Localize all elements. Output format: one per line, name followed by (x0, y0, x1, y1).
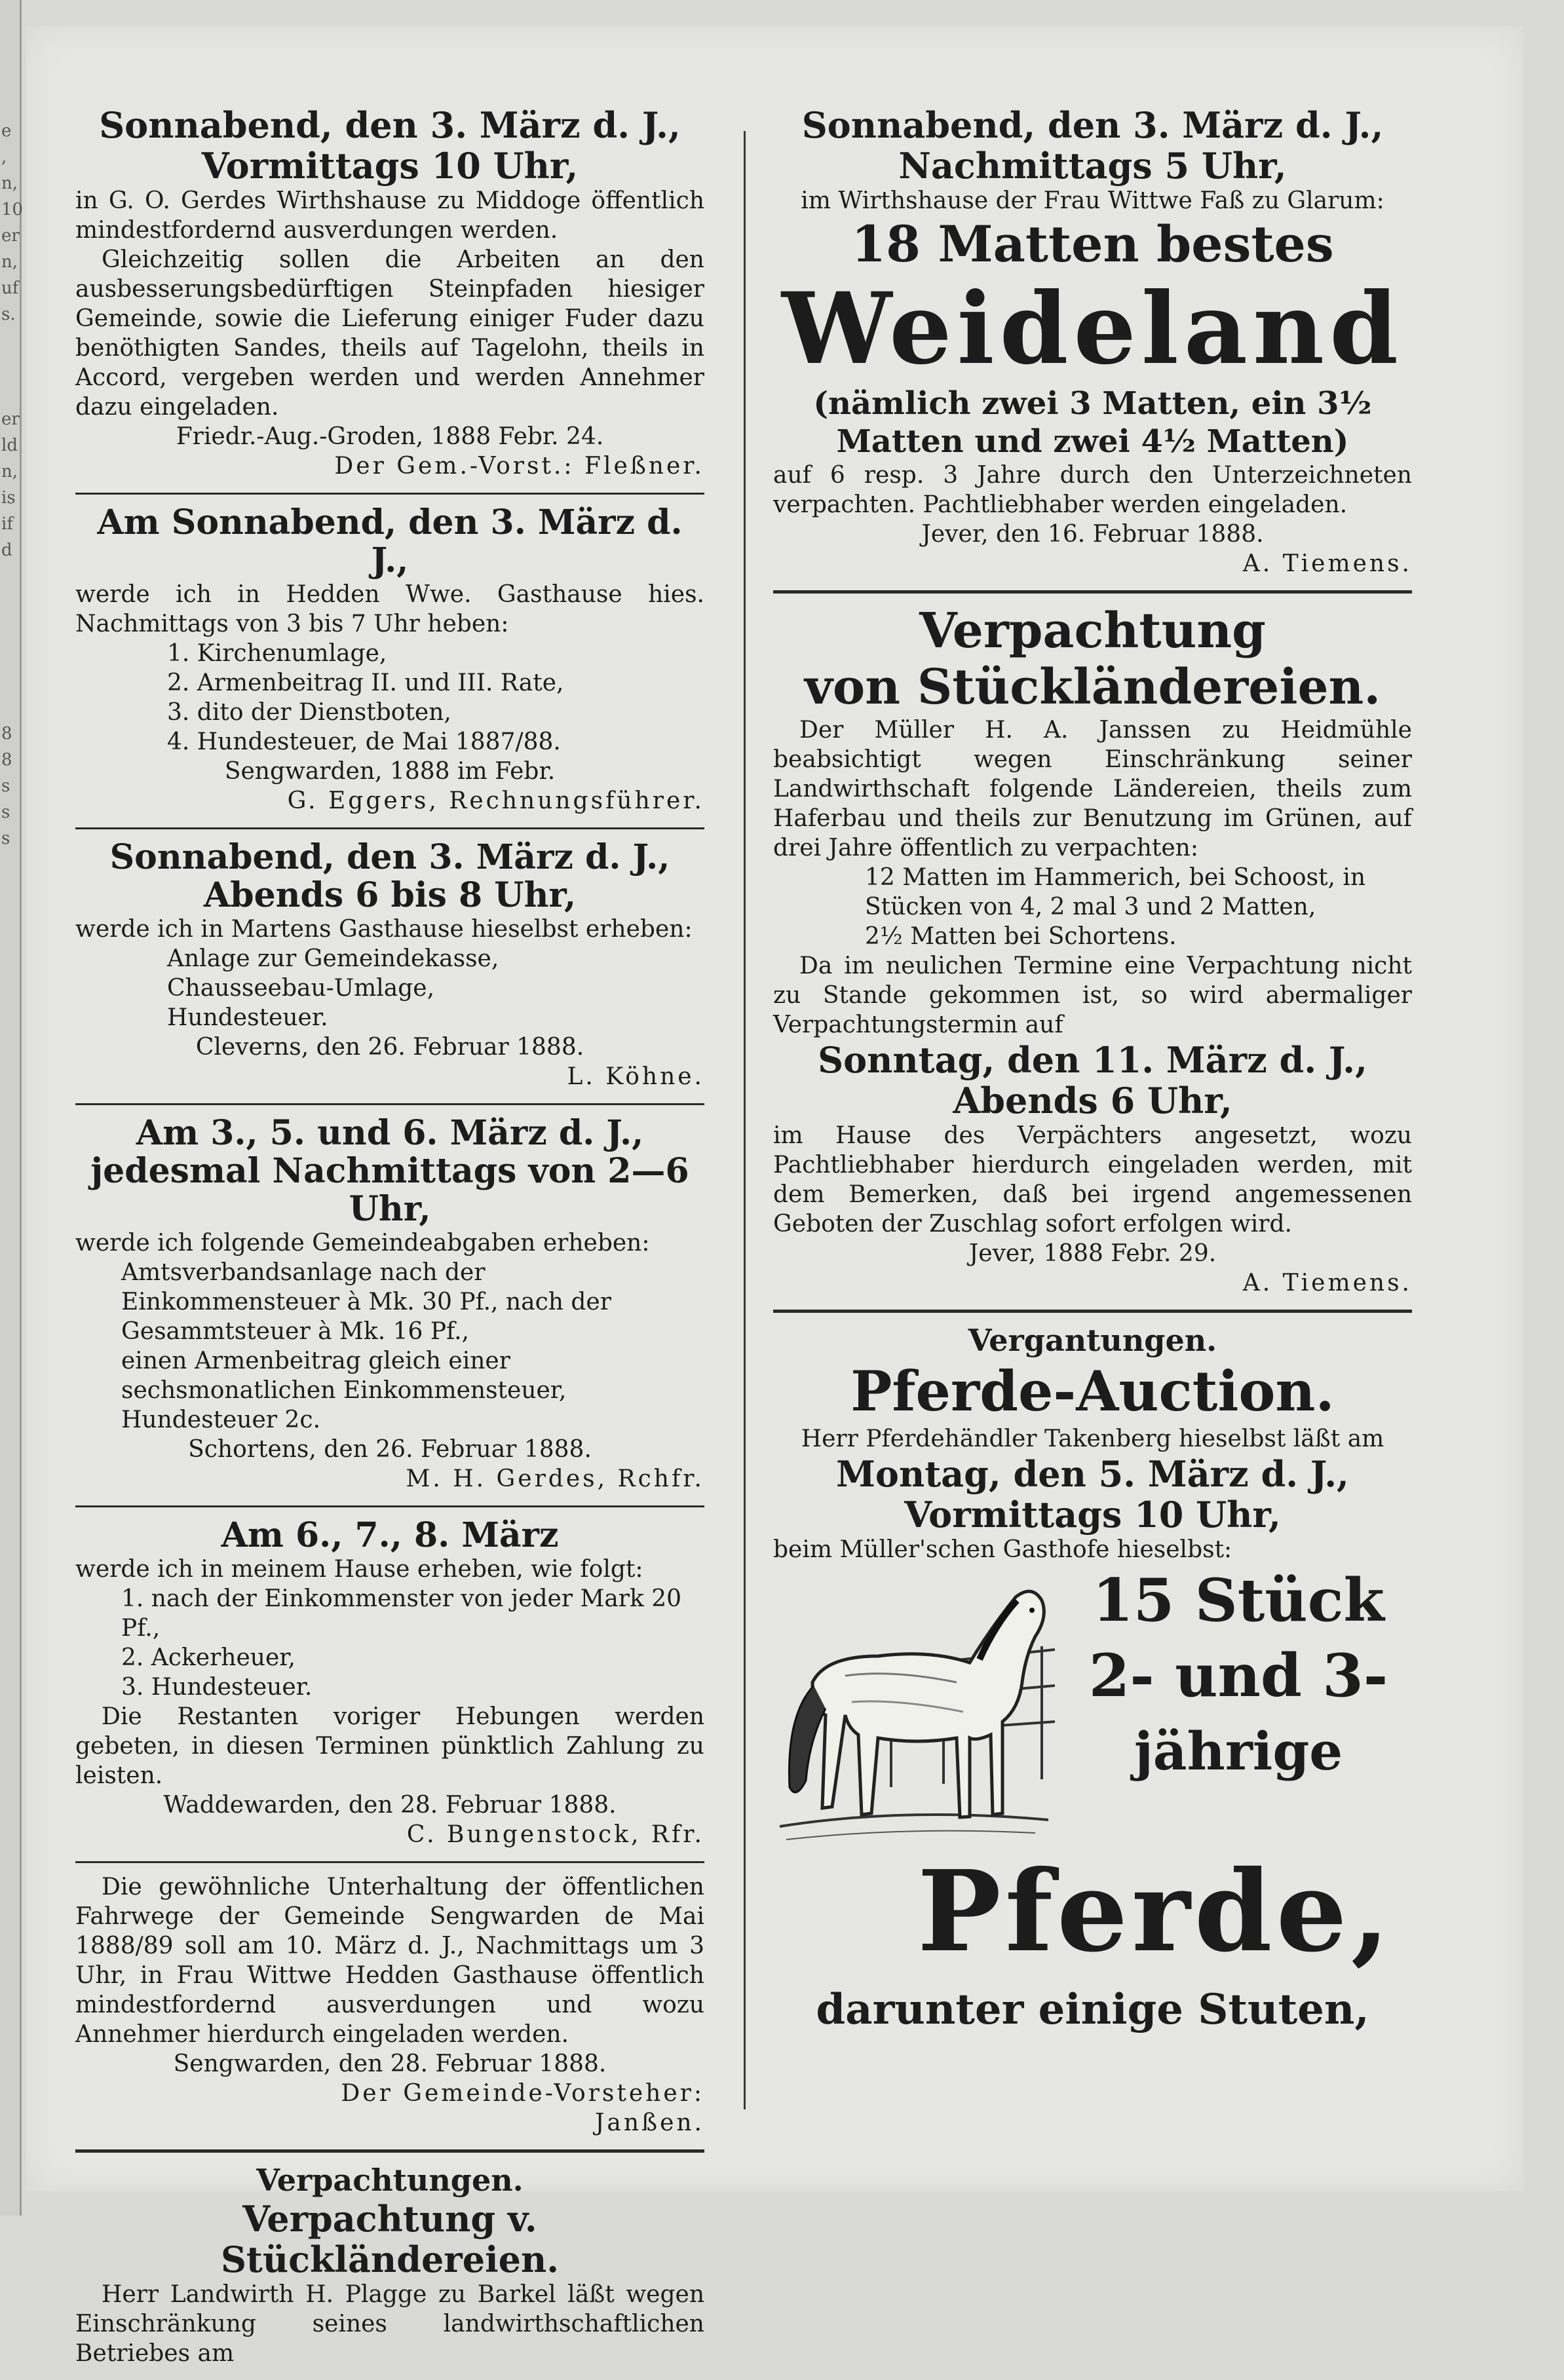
list-item: 12 Matten im Hammerich, bei Schoost, in Stücken von 4, 2 mal 3 und 2 Matten, (865, 864, 1366, 920)
ad-waddewarden (75, 1517, 704, 1849)
list-item: 1. nach der Einkommenster von jeder Mark 20 Pf., (121, 1585, 682, 1642)
strip-mark: if (1, 514, 13, 534)
strip-mark: s (1, 776, 10, 796)
ad-date: Montag, den 5. März d. J., (836, 1453, 1349, 1495)
strip-mark: 8 (1, 750, 12, 770)
ad-body: Herr Pferdehändler Takenberg hieselbst läßt am (801, 1426, 1384, 1452)
ad-display-word: Weideland (781, 271, 1404, 387)
ad-place-date: Schortens, den 26. Februar 1888. (188, 1436, 592, 1463)
list-item: 3. dito der Dienstboten, (167, 699, 451, 726)
ad-body-2: Gleichzeitig sollen die Arbeiten an den ausbesserungsbedürftigen Steinpfaden hiesiger Gemeinde, sowie die Lieferung einiger Fuder dazu benöthigten Sandes, theils auf Tagelohn, theils in Accord, vergeben werden und werden Annehmer dazu eingeladen. (75, 246, 704, 421)
ad-title: Pferde-Auction. (850, 1359, 1335, 1424)
strip-mark: 8 (1, 724, 12, 744)
strip-mark: n, (1, 174, 18, 193)
ad-parenthetical: (nämlich zwei 3 Matten, ein 3½ Matten und zwei 4½ Matten) (813, 385, 1372, 460)
list-item: Amtsverbandsanlage nach der Einkommensteuer à Mk. 30 Pf., nach der Gesammtsteuer à Mk. 16 Pf., (121, 1259, 611, 1345)
ad-body-2: Da im neulichen Termine eine Verpachtung nicht zu Stande gekommen ist, so wird abermaliger Verpachtungstermin auf (773, 953, 1412, 1038)
strip-mark: ld (1, 436, 18, 455)
ad-title: Verpachtung v. Stückländereien. (220, 2198, 560, 2280)
list-item: 2½ Matten bei Schortens. (865, 923, 1177, 950)
ad-body-2: Die Restanten voriger Hebungen werden gebeten, in diesen Terminen pünktlich Zahlung zu leisten. (75, 1703, 704, 1789)
ad-weideland (773, 105, 1412, 578)
ad-separator (75, 2149, 704, 2153)
left-column (75, 105, 704, 2380)
strip-mark: er (1, 226, 20, 246)
ad-title: Am Sonnabend, den 3. März d. J., (97, 502, 683, 580)
ad-body-3: im Hause des Verpächters angesetzt, wozu Pachtliebhaber hierdurch eingeladen werden, mit dem Bemerken, daß bei irgend angemessenen Geboten der Zuschlag sofort erfolgen wird. (773, 1122, 1412, 1237)
newspaper-page (26, 26, 1523, 2367)
ad-body: Herr Landwirth H. Plagge zu Barkel läßt wegen Einschränkung seines landwirthschaftlichen Betriebes am (75, 2281, 704, 2367)
ad-signature-name: Janßen. (594, 2109, 704, 2136)
ad-separator (75, 1103, 704, 1105)
offer-age-2: jährige (1134, 1720, 1343, 1782)
ad-place-date: Jever, 1888 Febr. 29. (968, 1240, 1217, 1267)
list-item: 2. Ackerheuer, (121, 1644, 296, 1671)
list-item: einen Armenbeitrag gleich einer sechsmonatlichen Einkommensteuer, Hundesteuer 2c. (121, 1348, 567, 1433)
horse-illustration (773, 1571, 1055, 1859)
ad-date: Sonntag, den 11. März d. J., (818, 1039, 1367, 1081)
ad-headline: 18 Matten bestes (851, 215, 1334, 273)
ad-place-date: Friedr.-Aug.-Groden, 1888 Febr. 24. (176, 423, 604, 450)
offer-count: 15 Stück (1092, 1566, 1384, 1635)
ad-body: in G. O. Gerdes Wirthshause zu Middoge öffentlich mindestfordernd ausverdungen werden. (75, 187, 704, 244)
ad-body-2: beim Müller'schen Gasthofe hieselbst: (773, 1536, 1232, 1563)
strip-mark: n, (1, 252, 18, 272)
ad-subtitle: Vormittags 10 Uhr, (201, 145, 579, 187)
horse-illustration-block (773, 1564, 1412, 1977)
ad-closing-line: darunter einige Stuten, (816, 1985, 1369, 2034)
ad-body-2: auf 6 resp. 3 Jahre durch den Unterzeichneten verpachten. Pachtliebhaber werden eingeladen. (773, 462, 1412, 518)
section-heading: Vergantungen. (968, 1323, 1217, 1358)
ad-title-2: von Stückländereien. (804, 659, 1381, 715)
ad-body: werde ich in Martens Gasthause hieselbst erheben: (75, 916, 693, 943)
strip-marks (1, 118, 24, 852)
ad-signature: C. Bungenstock, Rfr. (406, 1821, 704, 1848)
ad-subtitle: jedesmal Nachmittags von 2—6 Uhr, (90, 1151, 689, 1229)
ad-heidmuehle (773, 603, 1412, 1298)
ad-pferde-auction (773, 1322, 1412, 2036)
list-item: Chausseebau-Umlage, (167, 975, 435, 1002)
ad-separator (75, 493, 704, 495)
ad-subtitle: Nachmittags 5 Uhr, (898, 145, 1287, 187)
ad-separator (75, 1861, 704, 1863)
previous-page-edge (0, 0, 22, 2216)
strip-mark: e (1, 121, 12, 141)
list-item: 3. Hundesteuer. (121, 1674, 313, 1701)
right-column (773, 105, 1412, 2048)
ad-title: Sonnabend, den 3. März d. J., (801, 104, 1384, 146)
strip-mark: s (1, 803, 10, 822)
ad-place-date: Jever, den 16. Februar 1888. (921, 521, 1264, 548)
ad-plagge (75, 2162, 704, 2368)
list-item: 1. Kirchenumlage, (167, 640, 387, 667)
ad-subtitle: Abends 6 bis 8 Uhr, (203, 875, 577, 915)
strip-mark: s. (1, 305, 16, 324)
strip-mark: , (1, 147, 7, 167)
ad-body: werde ich in Hedden Wwe. Gasthause hies. Nachmittags von 3 bis 7 Uhr heben: (75, 581, 704, 637)
strip-mark: is (1, 488, 16, 508)
ad-place-date: Sengwarden, 1888 im Febr. (224, 758, 556, 785)
ad-display-word: Pferde, (917, 1846, 1394, 1977)
ad-signature: M. H. Gerdes, Rchfr. (406, 1465, 704, 1492)
ad-clevern (75, 839, 704, 1091)
ad-separator (773, 590, 1412, 594)
ad-title: Am 3., 5. und 6. März d. J., (136, 1113, 644, 1153)
ad-separator (75, 827, 704, 829)
ad-separator (75, 1505, 704, 1507)
strip-mark: d (1, 540, 12, 560)
strip-mark: 10 (1, 200, 24, 219)
ad-signature: Der Gem.-Vorst.: Fleßner. (334, 453, 704, 480)
ad-body: werde ich in meinem Hause erheben, wie folgt: (75, 1556, 643, 1583)
ad-sengwarden-hebung (75, 504, 704, 816)
ad-title: Sonnabend, den 3. März d. J., (109, 837, 670, 877)
offer-age: 2- und 3- (1088, 1641, 1388, 1710)
ad-signature: A. Tiemens. (1242, 1270, 1412, 1296)
column-divider (744, 131, 746, 2109)
ad-body: im Wirthshause der Frau Wittwe Faß zu Glarum: (801, 187, 1384, 214)
list-item: 4. Hundesteuer, de Mai 1887/88. (167, 728, 561, 755)
ad-separator (773, 1310, 1412, 1313)
ad-body: werde ich folgende Gemeindeabgaben erheben: (75, 1230, 650, 1256)
strip-mark: s (1, 829, 10, 848)
ad-time: Vormittags 10 Uhr, (904, 1494, 1281, 1536)
ad-fahrwege (75, 1872, 704, 2138)
section-heading: Verpachtungen. (256, 2163, 524, 2198)
strip-mark: n, (1, 462, 18, 482)
ad-signature: G. Eggers, Rechnungsführer. (287, 787, 704, 814)
ad-place-date: Sengwarden, den 28. Februar 1888. (173, 2050, 607, 2077)
ad-time: Abends 6 Uhr, (953, 1080, 1232, 1122)
ad-place-date: Cleverns, den 26. Februar 1888. (195, 1034, 584, 1061)
ad-signature: L. Köhne. (567, 1063, 704, 1090)
ad-body: Der Müller H. A. Janssen zu Heidmühle beabsichtigt wegen Einschränkung seiner Landwirthschaft folgende Ländereien, theils zum Haferbau und theils zur Benutzung im Grünen, auf drei Jahre öffentlich zu verpachten: (773, 717, 1412, 861)
ad-title: Verpachtung (919, 603, 1266, 659)
ad-signature: A. Tiemens. (1242, 550, 1412, 577)
list-item: 2. Armenbeitrag II. und III. Rate, (167, 670, 564, 696)
list-item: Hundesteuer. (167, 1004, 328, 1031)
ad-title: Am 6., 7., 8. März (221, 1515, 559, 1555)
ad-signature: Der Gemeinde-Vorsteher: (341, 2080, 704, 2107)
ad-middoge (75, 105, 704, 481)
ad-schortens (75, 1114, 704, 1494)
ad-place-date: Waddewarden, den 28. Februar 1888. (163, 1792, 617, 1819)
list-item: Anlage zur Gemeindekasse, (167, 945, 499, 972)
ad-title: Sonnabend, den 3. März d. J., (99, 104, 681, 146)
auction-offer (1075, 1564, 1402, 1787)
strip-mark: er (1, 409, 20, 429)
strip-mark: uf (1, 278, 19, 298)
ad-body: Die gewöhnliche Unterhaltung der öffentlichen Fahrwege der Gemeinde Sengwarden de Mai 1888/89 soll am 10. März d. J., Nachmittags um 3 Uhr, in Frau Wittwe Hedden Gasthause öffentlich mindestfordernd ausverdungen und wozu Annehmer hierdurch eingeladen werden. (75, 1874, 704, 2048)
